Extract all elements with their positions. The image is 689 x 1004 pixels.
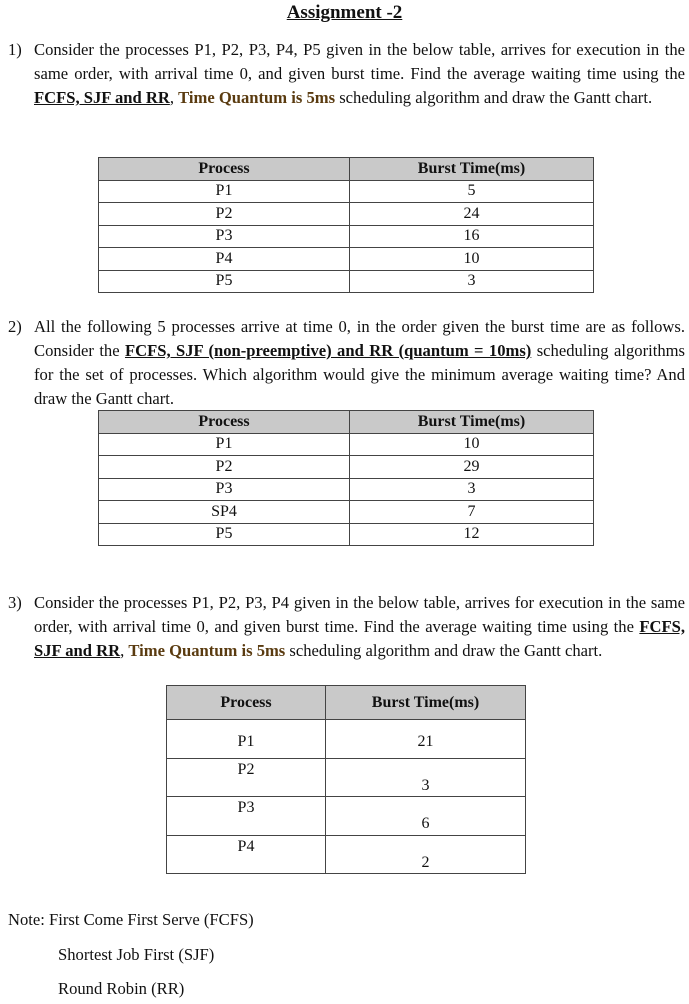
process-table-1 [98,157,594,293]
algorithm-list: FCFS, SJF and RR [34,88,170,107]
burst-cell: 2 [326,835,526,874]
column-header: Process [167,686,326,720]
table-row [99,433,594,456]
burst-cell: 5 [350,180,594,203]
process-cell: P3 [167,797,326,836]
process-cell: P2 [99,456,350,479]
note-line-3: Round Robin (RR) [58,979,185,998]
question-text: Consider the processes P1, P2, P3, P4 given in the below table, arrives for execution in the same order, with arrival time 0, and given burst time. Find the average waiting time using the FCFS, SJF and RR, Time Quantum is 5ms scheduling algorithm and draw the Gantt chart. [34,593,685,660]
process-cell: P3 [99,225,350,248]
page-title: Assignment -2 [286,2,403,23]
process-cell: P3 [99,478,350,501]
table-header-row [99,158,594,181]
column-header: Burst Time(ms) [350,411,594,434]
question-number: 2) [8,317,22,336]
process-cell: P5 [99,270,350,293]
burst-cell: 10 [350,433,594,456]
table-row [167,835,526,874]
process-cell: P1 [99,433,350,456]
process-cell: P1 [167,720,326,759]
burst-cell: 12 [350,523,594,546]
burst-cell: 3 [350,478,594,501]
column-header: Process [99,411,350,434]
question-2 [8,315,685,411]
process-table-2 [98,410,594,546]
process-cell: P1 [99,180,350,203]
time-quantum: Time Quantum is 5ms [128,641,286,660]
table-row [99,456,594,479]
question-number: 3) [8,593,22,612]
table-row [167,720,526,759]
algorithm-list: FCFS, SJF (non-preemptive) and RR (quantum = 10ms) [124,341,532,360]
burst-cell: 29 [350,456,594,479]
table-row [167,758,526,797]
process-table-3 [166,685,526,874]
column-header: Burst Time(ms) [350,158,594,181]
process-cell: P5 [99,523,350,546]
table-row [99,203,594,226]
algorithm-list: FCFS, SJF and RR [34,617,685,660]
process-cell: P2 [167,758,326,797]
burst-cell: 16 [350,225,594,248]
table-row [99,478,594,501]
process-cell: SP4 [99,501,350,524]
burst-cell: 21 [326,720,526,759]
table-row [99,523,594,546]
burst-cell: 7 [350,501,594,524]
process-cell: P4 [99,248,350,271]
table-row [99,248,594,271]
question-text: Consider the processes P1, P2, P3, P4, P5 given in the below table, arrives for execution in the same order, with arrival time 0, and given burst time. Find the average waiting time using the FCFS, SJF and RR, Time Quantum is 5ms scheduling algorithm and draw the Gantt chart. [34,40,685,107]
burst-cell: 24 [350,203,594,226]
table-header-row [167,686,526,720]
process-cell: P2 [99,203,350,226]
note-line-2: Shortest Job First (SJF) [58,945,215,964]
column-header: Process [99,158,350,181]
burst-cell: 6 [326,797,526,836]
table-row [99,180,594,203]
burst-cell: 3 [326,758,526,797]
question-3 [8,591,685,687]
process-cell: P4 [167,835,326,874]
question-text: All the following 5 processes arrive at time 0, in the order given the burst time are as follows. Consider the FCFS, SJF (non-preemptive) and RR (quantum = 10ms) scheduling algorithms for the set of processes. Which algorithm would give the minimum average waiting time? And draw the Gantt chart. [34,317,685,408]
question-number: 1) [8,40,22,59]
table-row [167,797,526,836]
note-line-1: Note: First Come First Serve (FCFS) [8,910,254,929]
time-quantum: Time Quantum is 5ms [178,88,336,107]
table-row [99,501,594,524]
table-header-row [99,411,594,434]
burst-cell: 3 [350,270,594,293]
question-1 [8,38,685,134]
table-row [99,270,594,293]
table-row [99,225,594,248]
column-header: Burst Time(ms) [326,686,526,720]
burst-cell: 10 [350,248,594,271]
